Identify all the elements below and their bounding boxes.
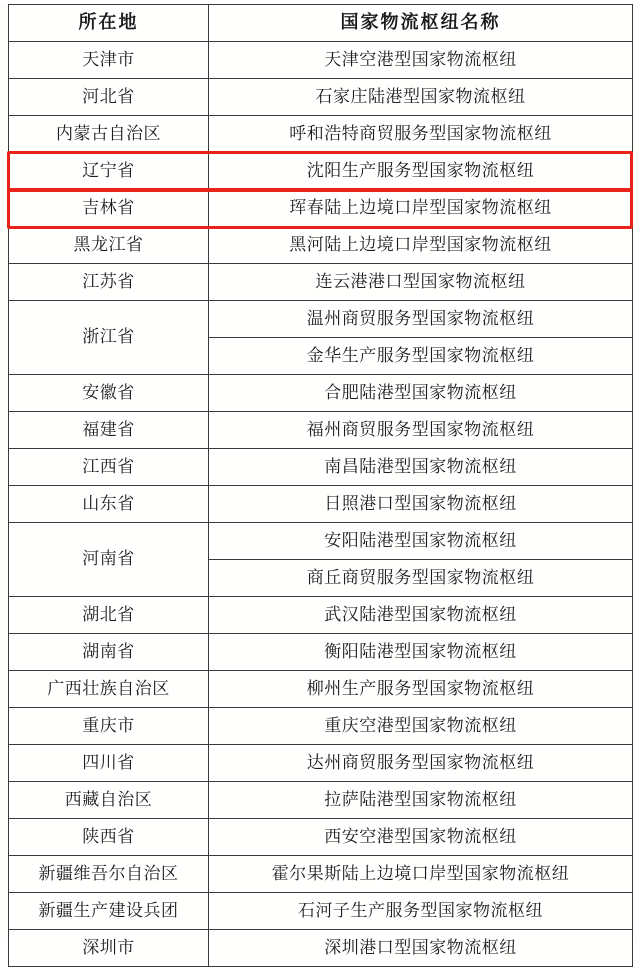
table-row bbox=[9, 745, 633, 782]
cell-region: 内蒙古自治区 bbox=[9, 116, 209, 153]
cell-hub-name: 霍尔果斯陆上边境口岸型国家物流枢纽 bbox=[209, 856, 633, 893]
cell-region: 重庆市 bbox=[9, 708, 209, 745]
table-row bbox=[9, 486, 633, 523]
cell-hub-name: 金华生产服务型国家物流枢纽 bbox=[209, 338, 633, 375]
cell-hub-name: 石河子生产服务型国家物流枢纽 bbox=[209, 893, 633, 930]
table-row bbox=[9, 375, 633, 412]
table-row bbox=[9, 412, 633, 449]
cell-hub-name: 深圳港口型国家物流枢纽 bbox=[209, 930, 633, 967]
table-row bbox=[9, 782, 633, 819]
table-row bbox=[9, 227, 633, 264]
cell-hub-name: 商丘商贸服务型国家物流枢纽 bbox=[209, 560, 633, 597]
cell-hub-name: 柳州生产服务型国家物流枢纽 bbox=[209, 671, 633, 708]
cell-region: 辽宁省 bbox=[9, 153, 209, 190]
table-row bbox=[9, 190, 633, 227]
cell-hub-name: 连云港港口型国家物流枢纽 bbox=[209, 264, 633, 301]
cell-hub-name: 日照港口型国家物流枢纽 bbox=[209, 486, 633, 523]
cell-hub-name: 天津空港型国家物流枢纽 bbox=[209, 42, 633, 79]
table-row bbox=[9, 153, 633, 190]
cell-hub-name: 福州商贸服务型国家物流枢纽 bbox=[209, 412, 633, 449]
cell-hub-name: 武汉陆港型国家物流枢纽 bbox=[209, 597, 633, 634]
table-row bbox=[9, 708, 633, 745]
column-header-name: 国家物流枢纽名称 bbox=[209, 5, 633, 42]
cell-region: 河南省 bbox=[9, 523, 209, 597]
table-row bbox=[9, 264, 633, 301]
table-row bbox=[9, 893, 633, 930]
cell-hub-name: 南昌陆港型国家物流枢纽 bbox=[209, 449, 633, 486]
national-logistics-hub-table bbox=[8, 4, 633, 967]
cell-hub-name: 呼和浩特商贸服务型国家物流枢纽 bbox=[209, 116, 633, 153]
cell-region: 吉林省 bbox=[9, 190, 209, 227]
cell-hub-name: 珲春陆上边境口岸型国家物流枢纽 bbox=[209, 190, 633, 227]
cell-region: 西藏自治区 bbox=[9, 782, 209, 819]
cell-region: 安徽省 bbox=[9, 375, 209, 412]
cell-region: 四川省 bbox=[9, 745, 209, 782]
table-body bbox=[9, 42, 633, 967]
table-row bbox=[9, 819, 633, 856]
cell-hub-name: 重庆空港型国家物流枢纽 bbox=[209, 708, 633, 745]
table-row bbox=[9, 634, 633, 671]
table-header-row bbox=[9, 5, 633, 42]
cell-hub-name: 达州商贸服务型国家物流枢纽 bbox=[209, 745, 633, 782]
cell-region: 陕西省 bbox=[9, 819, 209, 856]
cell-region: 深圳市 bbox=[9, 930, 209, 967]
table-row bbox=[9, 856, 633, 893]
cell-region: 江西省 bbox=[9, 449, 209, 486]
cell-hub-name: 合肥陆港型国家物流枢纽 bbox=[209, 375, 633, 412]
table-row bbox=[9, 523, 633, 560]
table-row bbox=[9, 671, 633, 708]
table-row bbox=[9, 116, 633, 153]
cell-region: 湖北省 bbox=[9, 597, 209, 634]
cell-region: 黑龙江省 bbox=[9, 227, 209, 264]
cell-region: 广西壮族自治区 bbox=[9, 671, 209, 708]
cell-hub-name: 衡阳陆港型国家物流枢纽 bbox=[209, 634, 633, 671]
table-row bbox=[9, 42, 633, 79]
cell-region: 福建省 bbox=[9, 412, 209, 449]
cell-hub-name: 温州商贸服务型国家物流枢纽 bbox=[209, 301, 633, 338]
cell-hub-name: 石家庄陆港型国家物流枢纽 bbox=[209, 79, 633, 116]
cell-region: 天津市 bbox=[9, 42, 209, 79]
document-page bbox=[0, 4, 640, 957]
cell-hub-name: 安阳陆港型国家物流枢纽 bbox=[209, 523, 633, 560]
cell-region: 湖南省 bbox=[9, 634, 209, 671]
cell-region: 山东省 bbox=[9, 486, 209, 523]
cell-hub-name: 西安空港型国家物流枢纽 bbox=[209, 819, 633, 856]
column-header-region: 所在地 bbox=[9, 5, 209, 42]
table-row bbox=[9, 930, 633, 967]
cell-hub-name: 拉萨陆港型国家物流枢纽 bbox=[209, 782, 633, 819]
cell-hub-name: 沈阳生产服务型国家物流枢纽 bbox=[209, 153, 633, 190]
table-row bbox=[9, 597, 633, 634]
cell-region: 新疆维吾尔自治区 bbox=[9, 856, 209, 893]
table-header bbox=[9, 5, 633, 42]
table-row bbox=[9, 449, 633, 486]
table-row bbox=[9, 79, 633, 116]
table-row bbox=[9, 301, 633, 338]
cell-hub-name: 黑河陆上边境口岸型国家物流枢纽 bbox=[209, 227, 633, 264]
cell-region: 新疆生产建设兵团 bbox=[9, 893, 209, 930]
cell-region: 河北省 bbox=[9, 79, 209, 116]
cell-region: 浙江省 bbox=[9, 301, 209, 375]
cell-region: 江苏省 bbox=[9, 264, 209, 301]
